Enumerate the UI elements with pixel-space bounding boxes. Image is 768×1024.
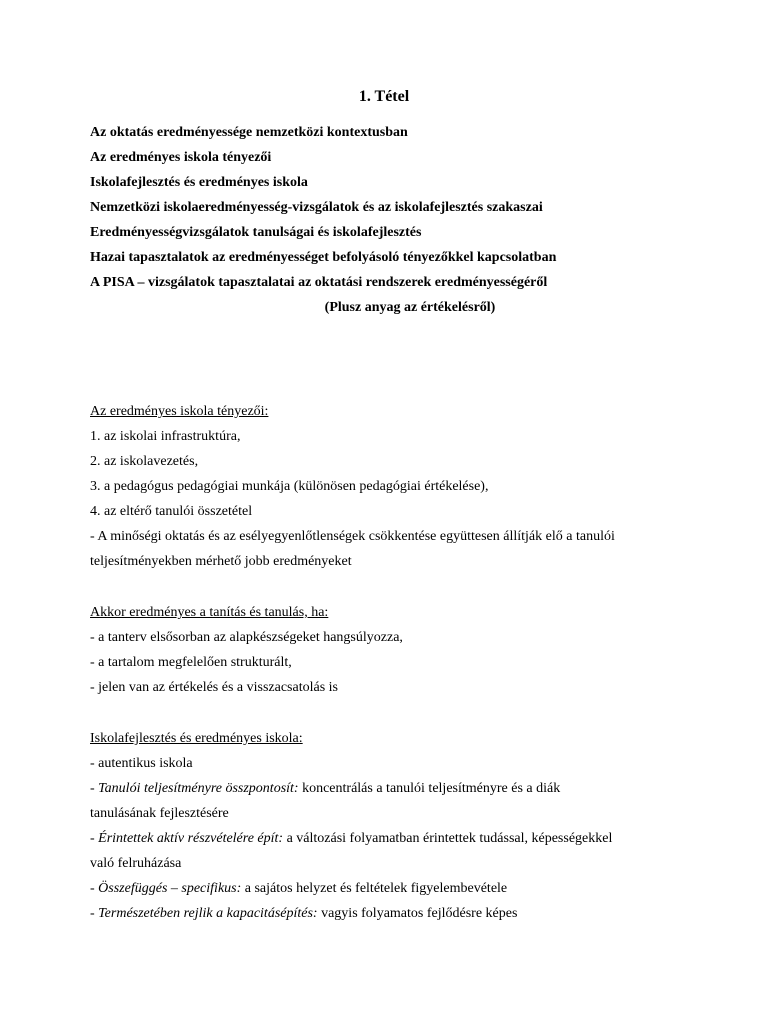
topic-line: Nemzetközi iskolaeredményesség-vizsgálatok és az iskolafejlesztés szakaszai xyxy=(90,200,543,215)
italic-term: Érintettek aktív részvételére épít: xyxy=(98,831,284,846)
section-line: 3. a pedagógus pedagógiai munkája (különösen pedagógiai értékelése), xyxy=(90,479,489,494)
bullet-dash: - xyxy=(90,881,99,896)
italic-term: Összefüggés – specifikus: xyxy=(98,881,242,896)
topic-list xyxy=(90,120,710,320)
section-effective-teaching xyxy=(90,600,710,700)
section-heading: Iskolafejlesztés és eredményes iskola: xyxy=(90,731,303,746)
topic-line: Eredményességvizsgálatok tanulságai és iskolafejlesztés xyxy=(90,225,422,240)
section-line: - a tanterv elsősorban az alapkészségeket hangsúlyozza, xyxy=(90,630,403,645)
term-description: a változási folyamatban érintettek tudással, képességekkel xyxy=(283,831,613,846)
topic-line: Iskolafejlesztés és eredményes iskola xyxy=(90,175,308,190)
document-title: 1. Tétel xyxy=(358,88,410,105)
section-line: - a tartalom megfelelően strukturált, xyxy=(90,655,292,670)
section-line xyxy=(90,826,710,851)
section-line xyxy=(90,876,710,901)
topic-line: Hazai tapasztalatok az eredményességet befolyásoló tényezőkkel kapcsolatban xyxy=(90,250,557,265)
section-line: teljesítményekben mérhető jobb eredményeket xyxy=(90,554,352,569)
section-line: - autentikus iskola xyxy=(90,756,193,771)
section-heading: Az eredményes iskola tényezői: xyxy=(90,404,269,419)
section-line: - A minőségi oktatás és az esélyegyenlőtlenségek csökkentése együttesen állítják elő a tanulói xyxy=(90,529,615,544)
italic-term: Természetében rejlik a kapacitásépítés: xyxy=(98,906,318,921)
section-line: 4. az eltérő tanulói összetétel xyxy=(90,504,253,519)
italic-term: Tanulói teljesítményre összpontosít: xyxy=(98,781,299,796)
subtitle: (Plusz anyag az értékelésről) xyxy=(324,300,496,315)
bullet-dash: - xyxy=(90,831,99,846)
term-description: a sajátos helyzet és feltételek figyelembevétele xyxy=(241,881,508,896)
topic-line: A PISA – vizsgálatok tapasztalatai az oktatási rendszerek eredményességéről xyxy=(90,275,548,290)
topic-line: Az oktatás eredményessége nemzetközi kontextusban xyxy=(90,125,408,140)
topic-line: Az eredményes iskola tényezői xyxy=(90,150,272,165)
section-line: - jelen van az értékelés és a visszacsatolás is xyxy=(90,680,339,695)
term-description: koncentrálás a tanulói teljesítményre és a diák xyxy=(298,781,561,796)
section-line: való felruházása xyxy=(90,856,182,871)
section-line: 1. az iskolai infrastruktúra, xyxy=(90,429,241,444)
section-line xyxy=(90,776,710,801)
section-line: tanulásának fejlesztésére xyxy=(90,806,229,821)
term-description: vagyis folyamatos fejlődésre képes xyxy=(317,906,518,921)
section-factors xyxy=(90,399,710,574)
bullet-dash: - xyxy=(90,906,99,921)
section-line: 2. az iskolavezetés, xyxy=(90,454,199,469)
bullet-dash: - xyxy=(90,781,99,796)
section-school-development xyxy=(90,726,710,926)
section-heading: Akkor eredményes a tanítás és tanulás, ha: xyxy=(90,605,329,620)
section-line xyxy=(90,901,710,926)
